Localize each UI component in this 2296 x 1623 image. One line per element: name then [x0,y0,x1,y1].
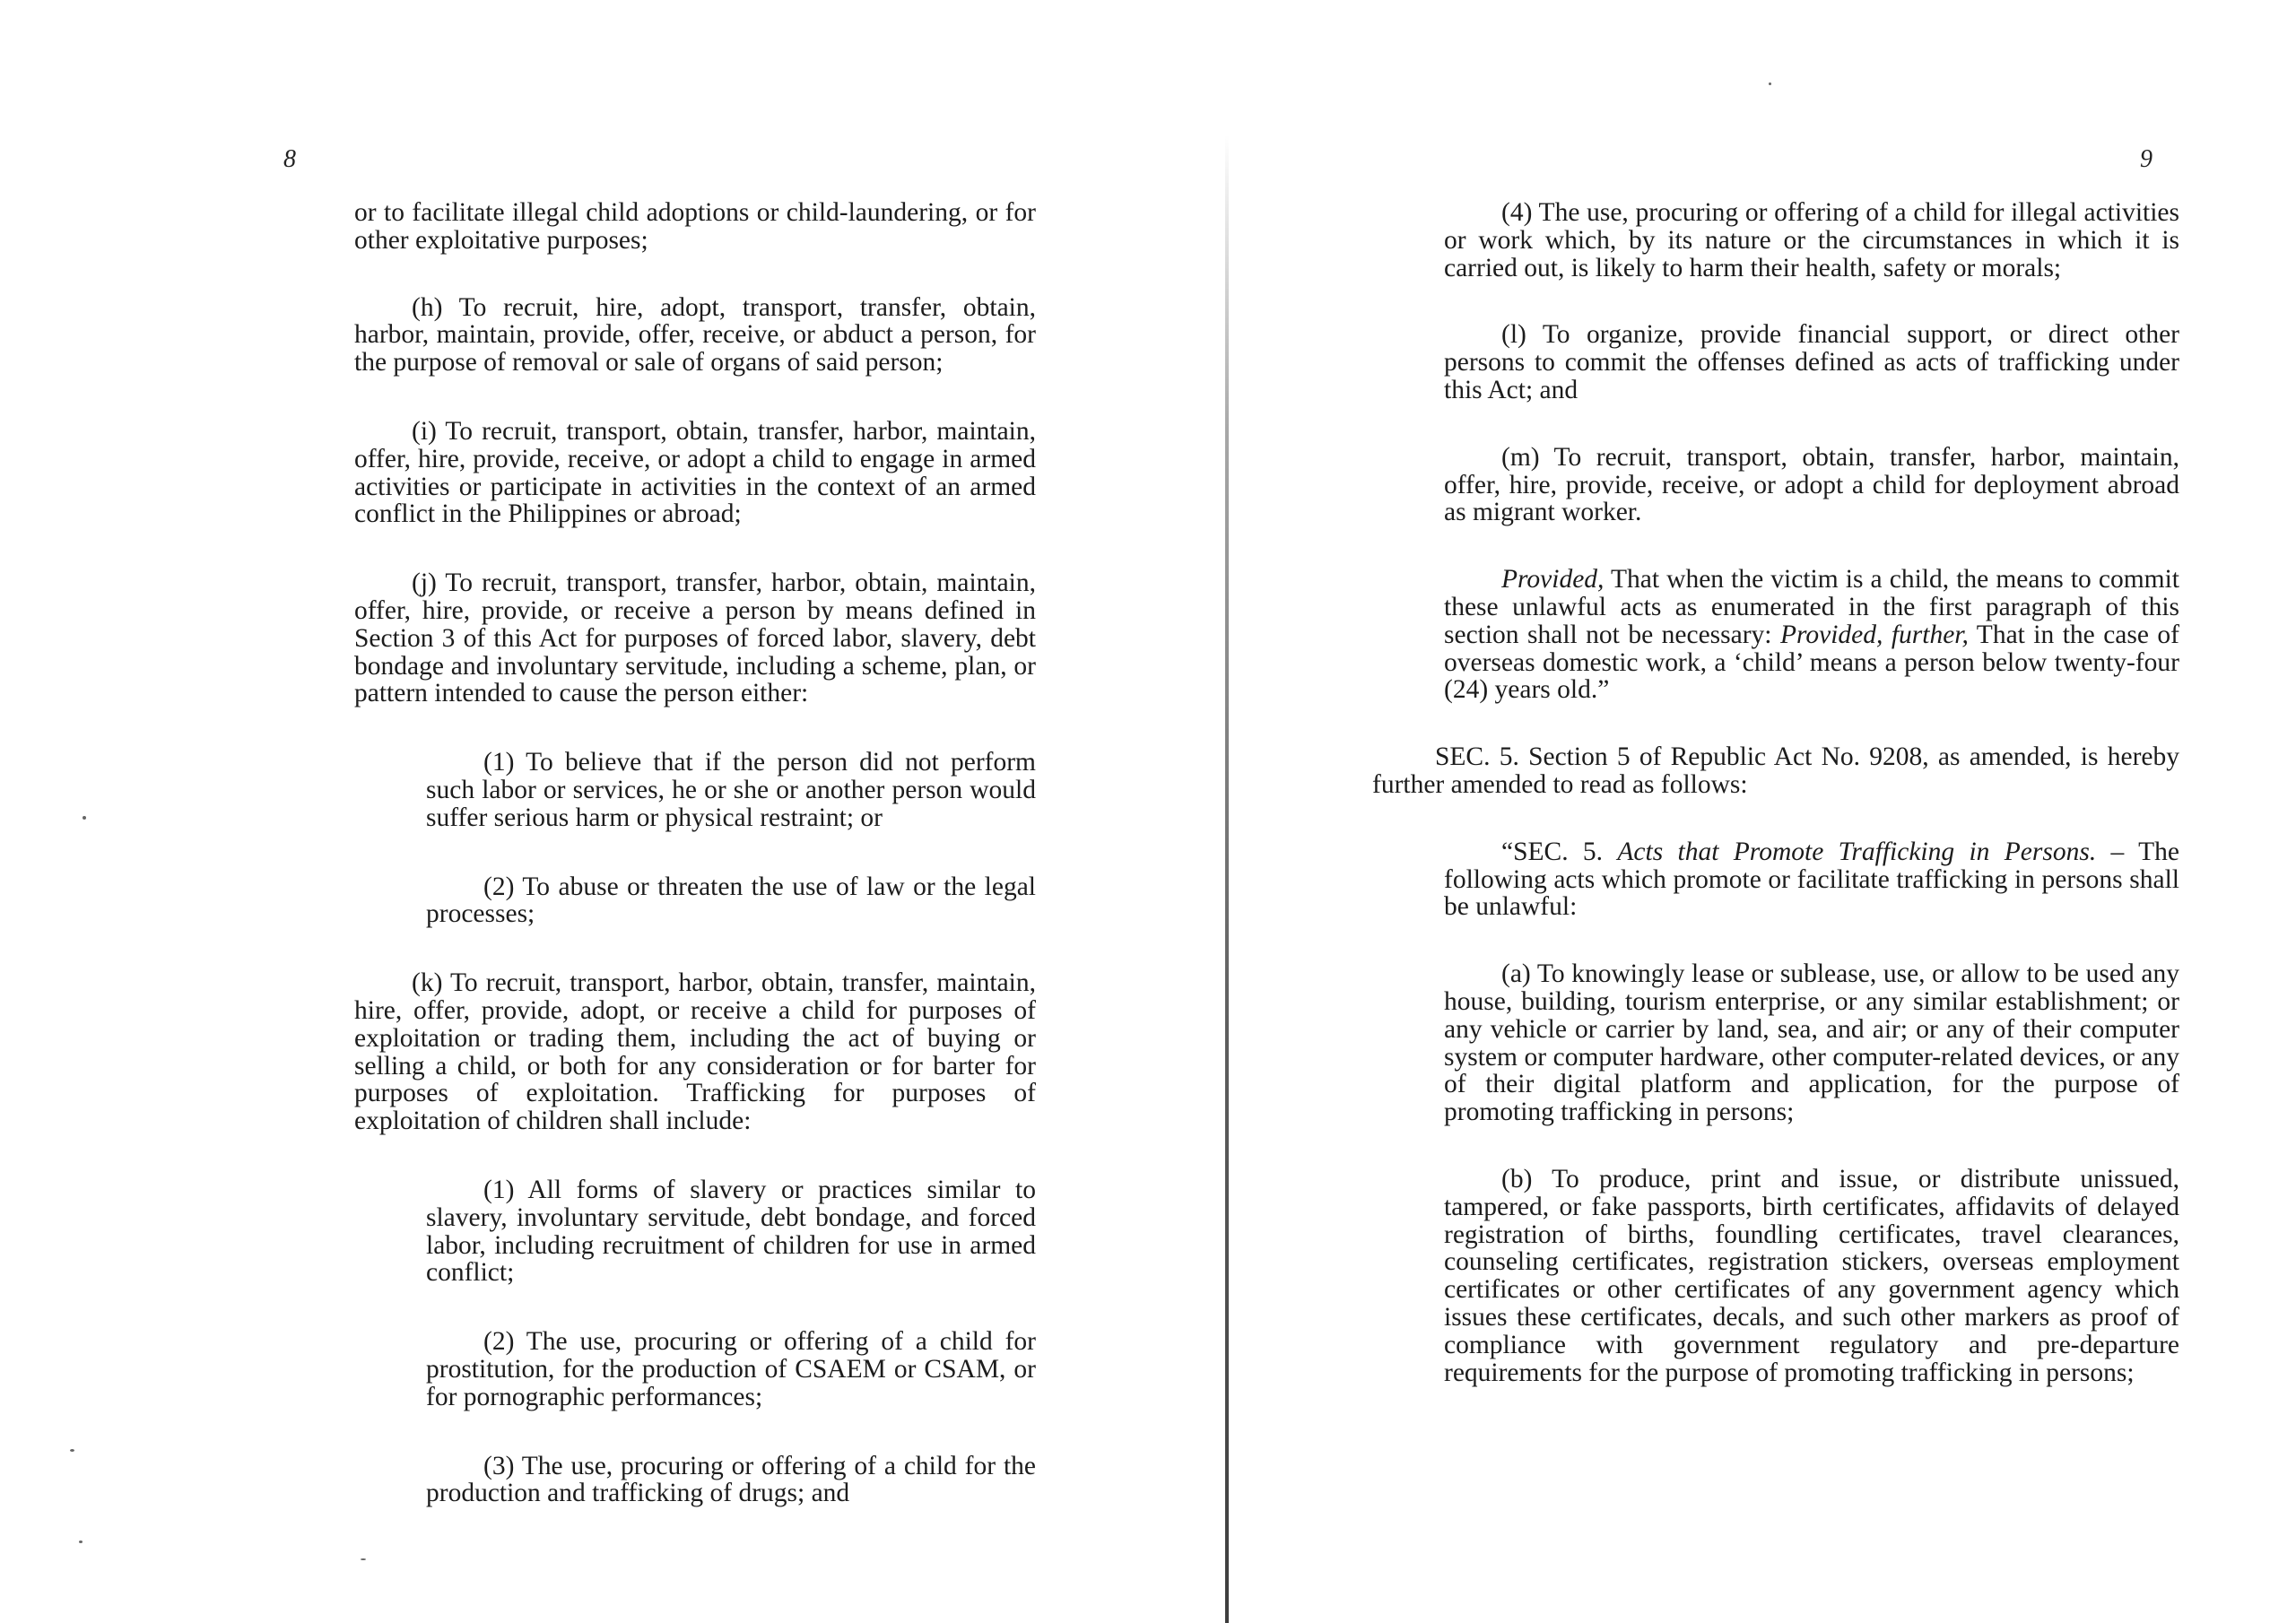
section-5-heading [1444,838,2179,921]
paragraph-continuation: or to facilitate illegal child adoptions or child-laundering, or for other exploitative purposes; [354,198,1036,255]
scan-speck [70,1449,74,1452]
clause-i: (i) To recruit, transport, obtain, transfer, harbor, maintain, offer, hire, provide, receive, or adopt a child to engage in armed activities or participate in activities in the context of an armed conflict in the Philippines or abroad; [354,416,1036,529]
clause-b: (b) To produce, print and issue, or distribute unissued, tampered, or fake passports, birth certificates, affidavits of delayed registration of births, foundling certificates, travel clearances, counseling certificates, registration stickers, overseas employment certificates or other certificates of any government agency which issues these certificates, decals, and such other markers as proof of compliance with government regulatory and pre-departure requirements for the purpose of promoting trafficking in persons; [1444,1164,2179,1387]
section-5-heading-title: Acts that Promote Trafficking in Persons. [1617,837,2097,866]
right-block-lower [1444,838,2179,1387]
scan-speck [79,1541,83,1543]
proviso-label-2: Provided, further, [1779,620,1969,649]
right-block-upper [1444,199,2179,704]
clause-j-item-1: (1) To believe that if the person did not perform such labor or services, he or she or another person would suffer serious harm or physical restraint; or [426,748,1036,832]
clause-k: (k) To recruit, transport, harbor, obtain, transfer, maintain, hire, offer, provide, adopt, or receive a child for purposes of exploitation or trading them, including the act of buying or selling a child, or both for any consideration or for barter for purposes of exploitation. Trafficking for purposes of exploitation of children shall include: [354,968,1036,1136]
section-5-intro: SEC. 5. Section 5 of Republic Act No. 9208, as amended, is hereby further amended to read as follows: [1372,742,2179,799]
proviso-label-1: Provided, [1501,565,1605,595]
clause-k-subitems [426,1176,1036,1507]
clause-m: (m) To recruit, transport, obtain, transfer, harbor, maintain, offer, hire, provide, receive, or adopt a child for deployment abroad as migrant worker. [1444,442,2179,527]
proviso-text-1: That when the victim is a child, the means to commit these unlawful acts as enumerated in the first paragraph of this section shall not be necessary: [1444,565,2179,649]
scan-speck [83,816,86,820]
clause-h: (h) To recruit, hire, adopt, transport, transfer, obtain, harbor, maintain, provide, offer, receive, or abduct a person, for the purpose of removal or sale of organs of said person; [354,292,1036,378]
clause-j: (j) To recruit, transport, transfer, harbor, obtain, maintain, offer, hire, provide, or receive a person by means defined in Section 3 of this Act for purposes of forced labor, slavery, debt bondage and involuntary servitude, including a scheme, plan, or pattern intended to cause the person either: [354,568,1036,708]
proviso-paragraph [1444,566,2179,704]
clause-k-item-3: (3) The use, procuring or offering of a child for the production and trafficking of drugs; and [426,1451,1036,1508]
page-number-left: 8 [283,145,296,173]
scan-speck [361,1558,366,1560]
section-5-heading-text: – The following acts which promote or facilitate trafficking in persons shall be unlawful: [1444,837,2179,922]
page-gutter [1225,135,1229,1623]
clause-j-subitems [426,749,1036,928]
clause-j-item-2: (2) To abuse or threaten the use of law or the legal processes; [426,872,1036,929]
right-page-column [1372,199,2179,1426]
page-number-right: 9 [2140,145,2152,173]
proviso-text-2: That in the case of overseas domestic work, a ‘child’ means a person below twenty-four (24) years old.” [1444,620,2179,705]
left-page-column [354,199,1036,1549]
clause-l: (l) To organize, provide financial support, or direct other persons to commit the offenses defined as acts of trafficking under this Act; and [1444,320,2179,404]
clause-k-item-2: (2) The use, procuring or offering of a child for prostitution, for the production of CSAEM or CSAM, or for pornographic performances; [426,1327,1036,1411]
clause-k-item-1: (1) All forms of slavery or practices similar to slavery, involuntary servitude, debt bondage, and forced labor, including recruitment of children for use in armed conflict; [426,1175,1036,1288]
clause-a: (a) To knowingly lease or sublease, use, or allow to be used any house, building, tourism enterprise, or any similar establishment; or any vehicle or carrier by land, sea, and air; or any of their computer system or computer hardware, other computer-related devices, or any of their digital platform and application, for the purpose of promoting trafficking in persons; [1444,959,2179,1127]
clause-k-item-4: (4) The use, procuring or offering of a child for illegal activities or work which, by its nature or the circumstances in which it is carried out, is likely to harm their health, safety or morals; [1444,198,2179,282]
section-5-heading-prefix: “SEC. 5. [1501,837,1618,866]
scan-speck [1769,82,1771,85]
